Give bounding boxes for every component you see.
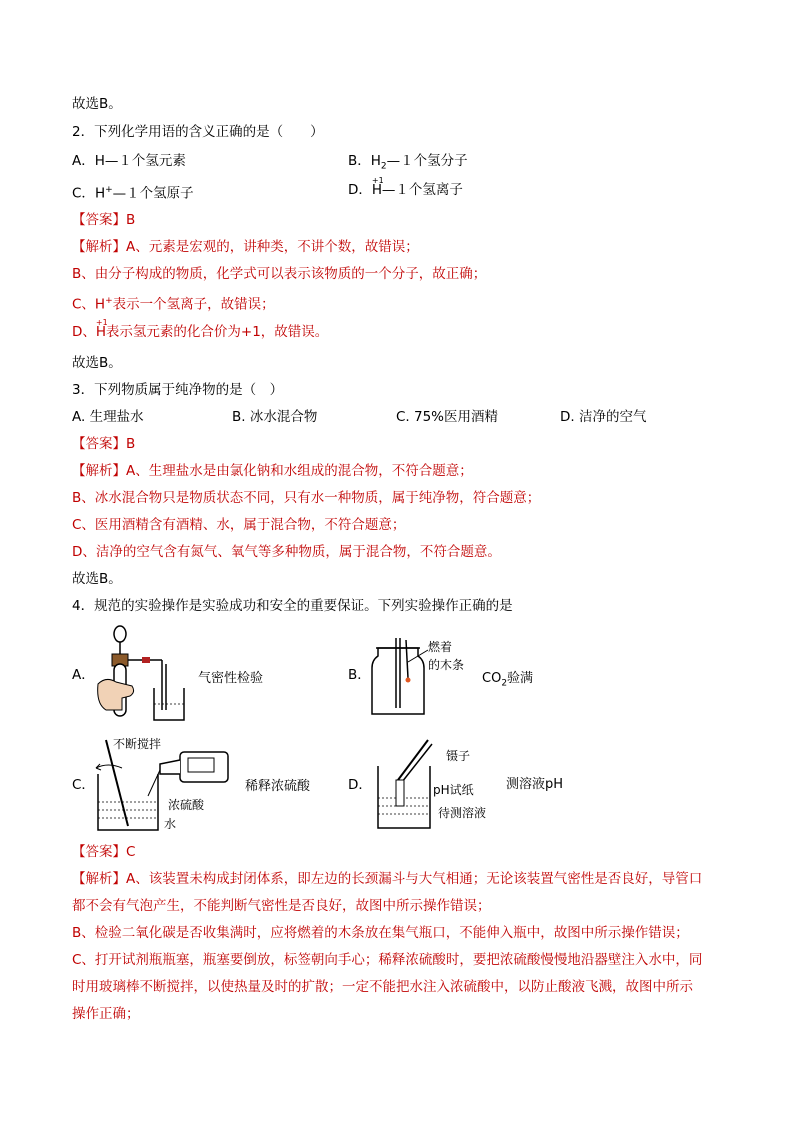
q2-analysis-a: 【解析】A、元素是宏观的，讲种类，不讲个数，故错误；: [72, 239, 419, 255]
test-ph-figure: [374, 736, 434, 832]
q3-option-d: D. 洁净的空气: [560, 409, 647, 425]
q3-analysis-b: B、冰水混合物只是物质状态不同，只有水一种物质，属于纯净物，符合题意；: [72, 490, 541, 506]
q4-c-acid-label: 浓硫酸: [168, 798, 205, 812]
q4-option-b-label: B．: [348, 667, 371, 683]
q4-option-d-label: D．: [348, 777, 372, 793]
q4-c-stir-label: 不断搅拌: [113, 737, 162, 751]
q2-option-b: B．$H_2—1$个氢分子: [348, 153, 468, 172]
q4-option-a-label: A．: [72, 667, 95, 683]
q3-analysis-c: C、医用酒精含有酒精、水，属于混合物，不符合题意；: [72, 517, 406, 533]
q2-option-d: D． +1 H—１个氢离子: [348, 176, 463, 198]
q4-answer: 【答案】C: [72, 844, 136, 860]
q3-option-c: C. 75%医用酒精: [396, 409, 499, 425]
q4-option-c-caption: 稀释浓硫酸: [245, 779, 311, 794]
q3-option-a: A. 生理盐水: [72, 409, 144, 425]
dilute-sulfuric-acid-figure: [88, 734, 238, 834]
q4-analysis-a-1: 【解析】A、该装置未构成封闭体系，即左边的长颈漏斗与大气相通；无论该装置气密性是否良好，导管口: [72, 871, 703, 887]
q2-option-c: C．H+—１个氢原子: [72, 185, 194, 202]
q3-stem: 3．下列物质属于纯净物的是（ ）: [72, 382, 284, 398]
q3-option-b: B. 冰水混合物: [232, 409, 318, 425]
q4-d-solution-label: 待测溶液: [438, 806, 487, 820]
q3-answer: 【答案】B: [72, 436, 136, 452]
q1-conclusion: 故选B。: [72, 96, 122, 112]
q4-b-stick-label-2: 的木条: [428, 658, 465, 672]
q2-answer: 【答案】B: [72, 212, 136, 228]
q3-analysis-d: D、洁净的空气含有氮气、氧气等多种物质，属于混合物，不符合题意。: [72, 544, 501, 560]
q4-option-b-caption: $CO_2$验满: [482, 671, 534, 689]
q4-d-paper-label: pH试纸: [433, 783, 474, 797]
q4-analysis-c-3: 操作正确；: [72, 1006, 140, 1022]
q4-analysis-a-2: 都不会有气泡产生，不能判断气密性是否良好，故图中所示操作错误；: [72, 898, 491, 914]
q2-analysis-d: D、 +1 H表示氢元素的化合价为+1，故错误。: [72, 318, 329, 340]
q4-analysis-c-2: 时用玻璃棒不断搅拌，以使热量及时的扩散；一定不能把水注入浓硫酸中，以防止酸液飞溅，故图中所示: [72, 979, 693, 995]
q2-option-a: A．H—１个氢元素: [72, 153, 186, 169]
q4-option-a-caption: 气密性检验: [198, 671, 264, 686]
airtightness-check-figure: [92, 624, 202, 726]
q2-analysis-b: B、由分子构成的物质，化学式可以表示该物质的一个分子，故正确；: [72, 266, 487, 282]
q3-conclusion: 故选B。: [72, 571, 122, 587]
q4-b-stick-label: 燃着: [428, 640, 453, 654]
q4-option-c-label: C．: [72, 777, 95, 793]
q3-analysis-a: 【解析】A、生理盐水是由氯化钠和水组成的混合物，不符合题意；: [72, 463, 473, 479]
q4-c-water-label: 水: [164, 817, 177, 831]
co2-full-test-figure: [368, 634, 428, 718]
q2-analysis-c: C、H+表示一个氢离子，故错误；: [72, 296, 275, 313]
q4-stem: 4．规范的实验操作是实验成功和安全的重要保证。下列实验操作正确的是: [72, 598, 513, 614]
q4-d-tweezers-label: 镊子: [446, 749, 471, 763]
q4-option-d-caption: 测溶液pH: [506, 777, 564, 792]
q4-analysis-b: B、检验二氧化碳是否收集满时，应将燃着的木条放在集气瓶口，不能伸入瓶中，故图中所示操作错误；: [72, 925, 689, 941]
q4-analysis-c-1: C、打开试剂瓶瓶塞，瓶塞要倒放，标签朝向手心；稀释浓硫酸时，要把浓硫酸慢慢地沿器壁注入水中，同: [72, 952, 703, 968]
q2-stem: 2．下列化学用语的含义正确的是（ ）: [72, 124, 324, 140]
q2-conclusion: 故选B。: [72, 355, 122, 371]
q4-b-pointer-line: [404, 648, 432, 664]
